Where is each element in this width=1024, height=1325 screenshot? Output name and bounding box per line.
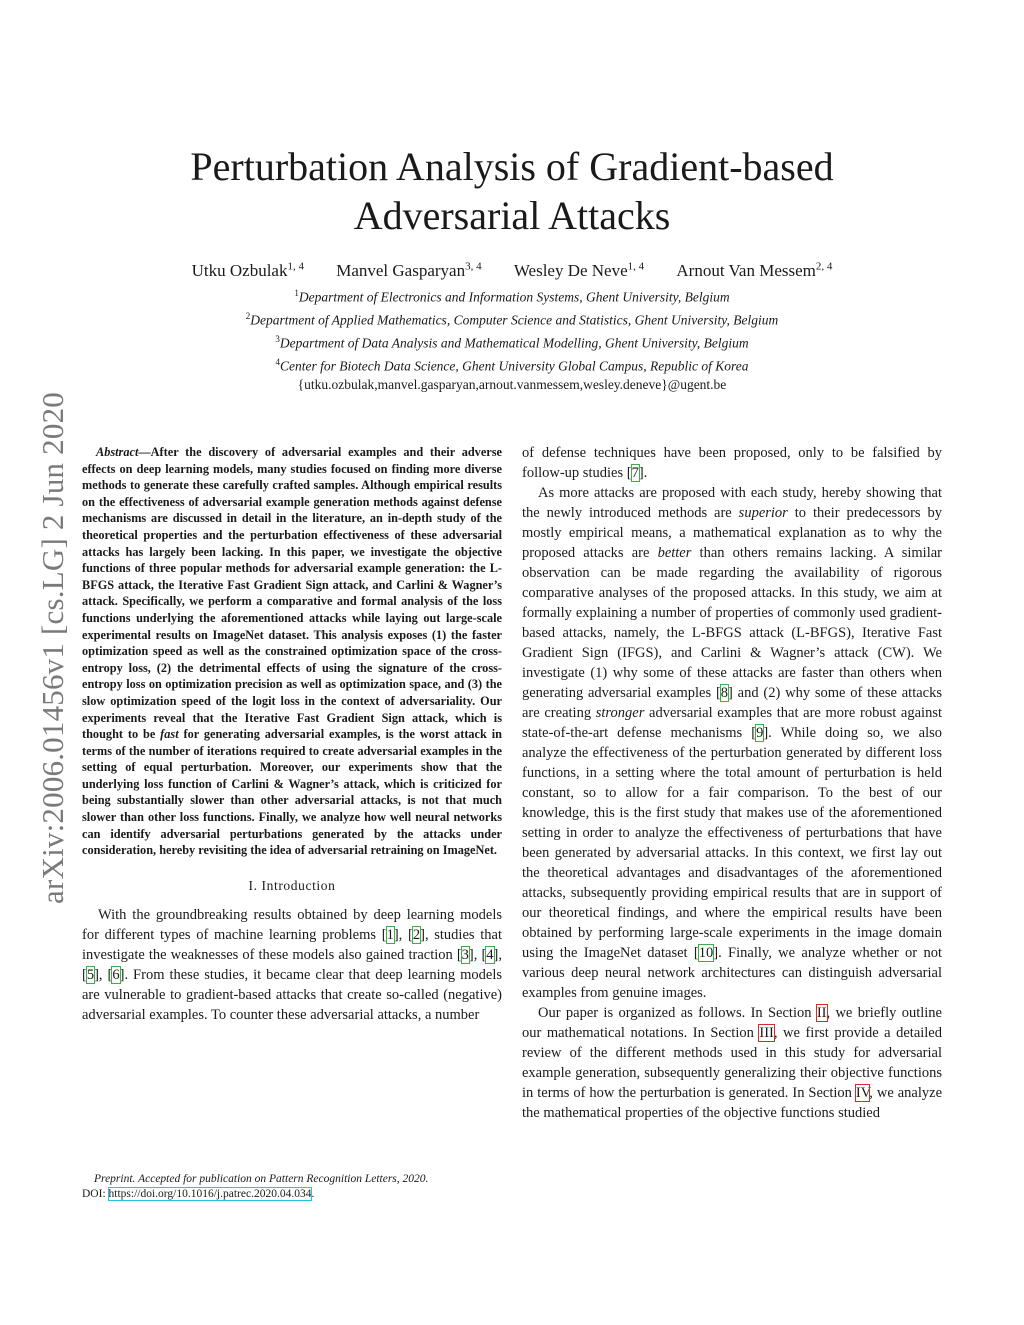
affiliation-number: 1	[294, 288, 299, 298]
affiliation-text: Department of Electronics and Information Systems, Ghent University, Belgium	[298, 289, 730, 305]
intro-paragraph: With the groundbreaking results obtained by deep learning models for different types of machine learning problems [1], [2], studies that investigate the weaknesses of these models also gained traction [3], [4], [5], [6]. From these studies, it became clear that deep learning models are vulnerable to gradient-based attacks that create so-called (negative) adversarial examples. To counter these adversarial attacks, a number	[82, 906, 502, 1023]
paragraph-text: With the groundbreaking results obtained by deep learning models for different types of machine learning problems	[82, 906, 502, 943]
abstract	[82, 444, 502, 859]
author	[336, 261, 481, 280]
paragraph-text: ,	[398, 926, 408, 943]
citation-link[interactable]: 7	[631, 465, 639, 481]
paragraph-text: Our paper is organized as follows. In Section	[538, 1005, 817, 1021]
affiliation	[60, 307, 964, 330]
citation-link[interactable]: 2	[412, 926, 421, 943]
author-affil-sup: 2, 4	[815, 260, 833, 272]
emphasis-text: stronger	[595, 705, 645, 721]
paragraph-text: than others remains lacking. A similar observation can be made regarding the availability of rigorous comparative analyses of the proposed attacks. In this study, we aim at formally explaining a number of properties of commonly used gradient-based attacks, namely, the L-BFGS attack (L-BFGS), Iterative Fast Gradient Sign (IFGS), and Carlini & Wagner’s attack (CW). We investigate (1) why some of these attacks are faster than others when generating adversarial examples	[522, 545, 943, 701]
affiliation-number: 4	[275, 357, 280, 367]
affiliation-list	[60, 284, 964, 395]
author	[514, 261, 644, 280]
section-link[interactable]: II	[816, 1005, 827, 1021]
abstract-label: Abstract	[96, 445, 139, 459]
paragraph-text: to their predecessors by mostly empirical means, a mathematical explanation as to why the proposed attacks are	[522, 505, 942, 561]
citation-link[interactable]: 10	[698, 945, 714, 961]
affiliation	[60, 330, 964, 353]
emphasis-text: better	[657, 545, 692, 561]
author-list	[60, 260, 964, 281]
paragraph-text: , we analyze the mathematical properties of the objective functions studied	[522, 1085, 943, 1121]
abstract-text: for generating adversarial examples, is the worst attack in terms of the number of iterations required to create adversarial examples in the setting of equal perturbation. Moreover, our experiments show that the underlying loss function of Carlini & Wagner’s attack, which is criticized for being substantially slower than other adversarial attacks, is not that much slower than other loss functions. Finally, we analyze how well neural networks can identify adversarial perturbations generated by the attacks under consideration, hereby revisiting the idea of adversarial retraining on ImageNet.	[82, 727, 502, 858]
section-link[interactable]: IV	[855, 1085, 870, 1101]
author-affil-sup: 1, 4	[287, 260, 304, 272]
citation-link[interactable]: 1	[386, 926, 394, 943]
author-emails: {utku.ozbulak,manvel.gasparyan,arnout.vanmessem,wesley.deneve}@ugent.be	[297, 377, 727, 392]
abstract-text: After the discovery of adversarial examples and their adverse effects on deep learning models, many studies focused on finding more diverse methods to generate these carefully crafted samples. Although empirical results on the effectiveness of adversarial example generation methods against defense mechanisms are discussed in detail in the literature, an in-depth study of the theoretical properties and the perturbation effectiveness of these adversarial attacks has largely been lacking. In this paper, we investigate the objective functions of three popular methods for adversarial example generation: the L-BFGS attack, the Iterative Fast Gradient Sign attack, and Carlini & Wagner’s attack. Specifically, we perform a comparative and formal analysis of the loss functions underlying the aforementioned attacks while laying out large-scale experimental results on ImageNet dataset. This analysis exposes (1) the faster optimization speed as well as the constrained optimization space of the cross-entropy loss, (2) the detrimental effects of using the signature of the cross-entropy loss on optimization precision as well as optimization space, and (3) the slow optimization speed of the logit loss in the context of adversariality. Our experiments reveal that the Iterative Fast Gradient Sign attack, which is thought to be	[82, 445, 502, 742]
abstract-dash: —	[138, 445, 151, 459]
body-paragraph	[522, 1003, 942, 1123]
author-name: Arnout Van Messem	[676, 260, 816, 280]
author	[676, 261, 832, 280]
author-name: Wesley De Neve	[513, 260, 628, 280]
paragraph-text: .	[643, 465, 648, 481]
affiliation	[60, 284, 964, 307]
affiliation-number: 2	[245, 311, 251, 321]
paragraph-text: adversarial examples that are more robust against state-of-the-art defense mechanisms	[522, 705, 942, 741]
abstract-emphasis: fast	[160, 727, 179, 742]
doi-label: DOI:	[82, 1188, 109, 1200]
emphasis-text: superior	[738, 505, 788, 521]
citation-link[interactable]: 6	[112, 966, 120, 983]
citation-link[interactable]: 3	[461, 946, 469, 963]
section-heading-introduction: I. Introduction	[248, 877, 336, 893]
arxiv-id: arXiv:2006.01456v1 [cs.LG] 2 Jun 2020	[35, 392, 71, 904]
author-affil-sup: 1, 4	[627, 260, 645, 272]
paragraph-text: of defense techniques have been proposed, only to be falsified by follow-up studies	[522, 445, 942, 481]
section-link[interactable]: III	[759, 1025, 774, 1041]
citation-link[interactable]: 4	[486, 946, 494, 963]
paper-title: Perturbation Analysis of Gradient-based Adversarial Attacks	[190, 144, 834, 238]
author-name: Manvel Gasparyan	[336, 260, 466, 280]
paragraph-text: , we first provide a detailed review of the different methods used in this study for adversarial example generation, subsequently generalizing their objective functions in terms of how the perturbation is generated. In Section	[522, 1025, 942, 1101]
affiliation	[60, 353, 964, 376]
affiliation-text: Center for Biotech Data Science, Ghent University Global Campus, Republic of Korea	[279, 358, 749, 374]
left-column	[82, 444, 502, 1025]
citation-link[interactable]: 8	[720, 685, 729, 701]
right-column	[522, 443, 942, 1123]
affiliation-text: Department of Data Analysis and Mathematical Modelling, Ghent University, Belgium	[279, 335, 749, 351]
footnote	[82, 1172, 502, 1202]
arxiv-side-stamp	[30, 368, 76, 928]
author-name: Utku Ozbulak	[191, 260, 288, 280]
paragraph-text: . Finally, we analyze whether or not various deep neural network architectures can distinguish adversarial examples from genuine images.	[522, 945, 942, 1001]
author	[192, 261, 304, 280]
author-affil-sup: 3, 4	[465, 260, 482, 272]
body-paragraph: of defense techniques have been proposed, only to be falsified by follow-up studies [7].	[522, 445, 942, 481]
paragraph-text: As more attacks are proposed with each study, hereby showing that the newly introduced methods are	[522, 485, 942, 521]
paragraph-text: . From these studies, it became clear that deep learning models are vulnerable to gradient-based attacks that create so-called (negative) adversarial examples. To counter these adversarial attacks, a number	[82, 966, 502, 1023]
affiliation-text: Department of Applied Mathematics, Computer Science and Statistics, Ghent University, Belgium	[250, 312, 779, 328]
paragraph-text: , studies that investigate the weaknesses of these models also gained traction	[82, 926, 502, 963]
citation-link[interactable]: 9	[756, 725, 764, 741]
citation-link[interactable]: 5	[86, 966, 95, 983]
affiliation-number: 3	[275, 334, 280, 344]
doi-link[interactable]: https://doi.org/10.1016/j.patrec.2020.04.034	[108, 1188, 312, 1200]
footnote-publication: Preprint. Accepted for publication on Pattern Recognition Letters, 2020.	[94, 1173, 429, 1185]
paragraph-text: . While doing so, we also analyze the effectiveness of the perturbation generated by different loss functions, in a setting where the total amount of perturbation is held constant, so to allow for a fair comparison. To the best of our knowledge, this is the first study that makes use of the aforementioned setting in order to analyze the effectiveness of perturbations that have been generated by adversarial attacks. In this context, we first lay out the theoretical advantages and disadvantages of the aforementioned attacks, subsequently providing empirical results that are in support of our theoretical findings, and where the empirical results have been obtained by performing large-scale experiments in the image domain using the ImageNet dataset	[522, 725, 942, 961]
footnote-doi: DOI: https://doi.org/10.1016/j.patrec.2020.04.034.	[82, 1188, 315, 1200]
body-paragraph: As more attacks are proposed with each study, hereby showing that the newly introduced methods are superior to their predecessors by mostly empirical means, a mathematical explanation as to why the proposed attacks are better than others remains lacking. A similar observation can be made regarding the availability of rigorous comparative analyses of the proposed attacks. In this study, we aim at formally explaining a number of properties of commonly used gradient-based attacks, namely, the L-BFGS attack (L-BFGS), Iterative Fast Gradient Sign (IFGS), and Carlini & Wagner’s attack (CW). We investigate (1) why some of these attacks are faster than others when generating adversarial examples [8] and (2) why some of these attacks are creating stronger adversarial examples that are more robust against state-of-the-art defense mechanisms [9]. While doing so, we also analyze the effectiveness of the perturbation generated by different loss functions, in a setting where the total amount of perturbation is held constant, so to allow for a fair comparison. To the best of our knowledge, this is the first study that makes use of the aforementioned setting in order to analyze the effectiveness of perturbations that have been generated by adversarial attacks. In this context, we first lay out the theoretical advantages and disadvantages of the aforementioned attacks, subsequently providing empirical results that are in support of our theoretical findings, and where the empirical results have been obtained by performing large-scale experiments in the image domain using the ImageNet dataset [10]. Finally, we analyze whether or not various deep neural network architectures can distinguish adversarial examples from genuine images.	[522, 485, 943, 1001]
paragraph-text: , we briefly outline our mathematical notations. In Section	[522, 1005, 942, 1041]
paragraph-text: and (2) why some of these attacks are creating	[522, 685, 942, 721]
